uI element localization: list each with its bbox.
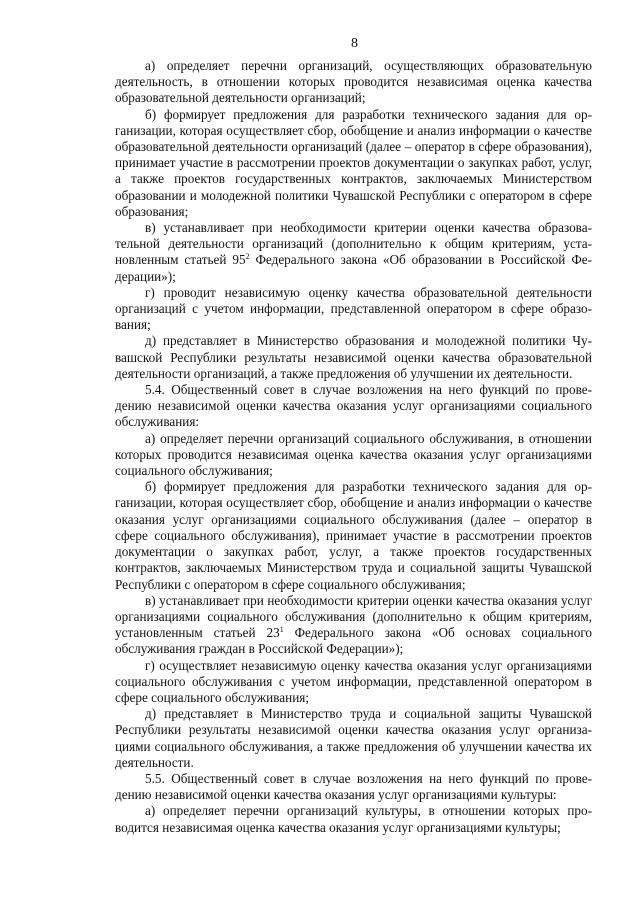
paragraph: [115, 593, 592, 658]
paragraph-text: Федерального закона «Об основах социального обслуживания граждан в Российской Федерации»);: [115, 625, 592, 657]
paragraph: а) определяет перечни организаций культуры, в отношении которых проводится независимая оценка качества оказания услуг организациями культуры;: [115, 803, 592, 835]
superscript: 1: [279, 625, 284, 635]
paragraph: 5.5. Общественный совет в случае возложения на него функций по проведению независимой оценки качества оказания услуг организациями культуры:: [115, 770, 592, 803]
paragraph: а) определяет перечни организаций социального обслуживания, в отношении которых проводится независимая оценка качества оказания услуг организациями социального обслуживания;: [115, 430, 592, 479]
paragraph: б) формирует предложения для разработки технического задания для организации, которая осуществляет сбор, обобщение и анализ информации о качестве оказания услуг организациями социального обслуживания (далее – оператор в сфере социального обслуживания), принимает участие в рассмотрении проектов документации о закупках работ, услуг, а также проектов государственных контрактов, заключаемых Министерством труда и социальной защиты Чувашской Республики с оператором в сфере социального обслуживания;: [115, 479, 592, 592]
paragraph: д) представляет в Министерство образования и молодежной политики Чувашской Республики результаты независимой оценки качества образовательной деятельности организаций, а также предложения об улучшении их деятельности.: [115, 333, 592, 381]
page-number: 8: [351, 36, 358, 51]
paragraph: 5.4. Общественный совет в случае возложения на него функций по проведению независимой оценки качества оказания услуг организациями социального обслуживания:: [115, 382, 592, 430]
paragraph-text: Федерального закона «Об образовании в Российской Федерации»);: [115, 252, 592, 284]
paragraph: [115, 220, 592, 285]
paragraph-text: в) устанавливает при необходимости критерии оценки качества оказания услуг организациями социального обслуживания (дополнительно к общим критериям, установленным статьей 23: [115, 592, 592, 641]
paragraph: д) представляет в Министерство труда и социальной защиты Чувашской Республики результаты независимой оценки качества оказания услуг организациями социального обслуживания, а также предложения об улучшении качества их деятельности.: [115, 706, 592, 770]
paragraph-text: в) устанавливает при необходимости критерии оценки качества образовательной деятельности организаций (дополнительно к общим критериям, установленным статьей 95: [115, 220, 592, 268]
paragraph: г) осуществляет независимую оценку качества оказания услуг организациями социального обслуживания с учетом информации, представленной оператором в сфере социального обслуживания;: [115, 657, 592, 705]
paragraph: а) определяет перечни организаций, осуществляющих образовательную деятельность, в отношении которых проводится независимая оценка качества образовательной деятельности организаций;: [115, 58, 592, 106]
paragraph: г) проводит независимую оценку качества образовательной деятельности организаций с учетом информации, представленной оператором в сфере образования;: [115, 284, 592, 333]
paragraph: б) формирует предложения для разработки технического задания для организации, которая осуществляет сбор, обобщение и анализ информации о качестве образовательной деятельности организаций (далее – оператор в сфере образования), принимает участие в рассмотрении проектов документации о закупках работ, услуг, а также проектов государственных контрактов, заключаемых Министерством образовании и молодежной политики Чувашской Республики с оператором в сфере образования;: [115, 106, 592, 219]
document-body: [115, 58, 592, 836]
superscript: 2: [245, 252, 250, 262]
